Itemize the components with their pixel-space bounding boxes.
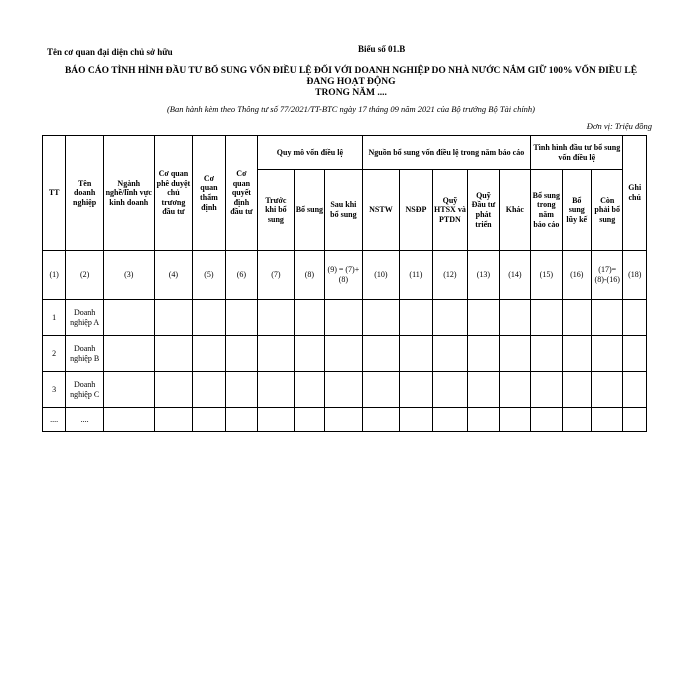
table-cell — [325, 372, 363, 408]
table-cell — [468, 300, 499, 336]
table-cell — [400, 300, 432, 336]
table-cell — [623, 408, 647, 432]
column-number-cell: (11) — [400, 251, 432, 300]
table-cell — [362, 408, 400, 432]
column-number-cell: (18) — [623, 251, 647, 300]
table-cell — [400, 336, 432, 372]
column-number-cell: (9) = (7)+(8) — [325, 251, 363, 300]
enterprise-name: Doanh nghiệp B — [66, 336, 104, 372]
column-number-cell: (14) — [499, 251, 530, 300]
group-source: Nguồn bổ sung vốn điều lệ trong năm báo cáo — [362, 136, 530, 170]
table-cell — [294, 372, 324, 408]
table-cell — [531, 336, 562, 372]
form-number: Biểu số 01.B — [358, 44, 406, 54]
table-cell — [499, 300, 530, 336]
col-added-cum: Bổ sung lũy kế — [562, 170, 591, 251]
table-cell — [258, 336, 295, 372]
table-cell — [225, 336, 257, 372]
column-number-cell: (16) — [562, 251, 591, 300]
table-cell — [531, 300, 562, 336]
row-number: 2 — [43, 336, 66, 372]
table-cell — [294, 336, 324, 372]
column-number-row — [43, 251, 647, 300]
table-row — [43, 300, 647, 336]
table-cell — [193, 300, 225, 336]
table-cell — [362, 372, 400, 408]
col-deciding: Cơ quan quyết định đầu tư — [225, 136, 257, 251]
enterprise-name: Doanh nghiệp A — [66, 300, 104, 336]
col-other: Khác — [499, 170, 530, 251]
column-number-cell: (1) — [43, 251, 66, 300]
col-nstw: NSTW — [362, 170, 400, 251]
table-cell — [258, 372, 295, 408]
table-cell — [193, 372, 225, 408]
enterprise-name: .... — [66, 408, 104, 432]
table-cell — [562, 372, 591, 408]
table-body — [43, 300, 647, 432]
col-nsdp: NSĐP — [400, 170, 432, 251]
col-added-year: Bổ sung trong năm báo cáo — [531, 170, 562, 251]
table-cell — [591, 408, 622, 432]
table-cell — [225, 300, 257, 336]
col-appraising: Cơ quan thẩm định — [193, 136, 225, 251]
report-title-line1: BÁO CÁO TÌNH HÌNH ĐẦU TƯ BỔ SUNG VỐN ĐIỀU LỆ ĐỐI VỚI DOANH NGHIỆP DO NHÀ NƯỚC NẮM GIỮ 100% VỐN ĐIỀU LỆ — [64, 66, 638, 76]
table-cell — [294, 300, 324, 336]
table-row — [43, 408, 647, 432]
table-cell — [193, 408, 225, 432]
group-status: Tình hình đầu tư bổ sung vốn điều lệ — [531, 136, 623, 170]
report-table — [42, 135, 647, 432]
col-dtpt: Quỹ Đầu tư phát triển — [468, 170, 499, 251]
report-subtitle: (Ban hành kèm theo Thông tư số 77/2021/TT-BTC ngày 17 tháng 09 năm 2021 của Bộ trưởng Bộ Tài chính) — [166, 104, 536, 114]
table-cell — [225, 372, 257, 408]
table-cell — [103, 300, 154, 336]
table-cell — [432, 336, 468, 372]
column-number-cell: (3) — [103, 251, 154, 300]
table-cell — [623, 336, 647, 372]
column-number-cell: (5) — [193, 251, 225, 300]
table-cell — [468, 408, 499, 432]
table-cell — [294, 408, 324, 432]
table-cell — [154, 372, 193, 408]
row-number: 3 — [43, 372, 66, 408]
col-tt: TT — [43, 136, 66, 251]
report-title-line3: TRONG NĂM .... — [315, 88, 387, 98]
table-cell — [325, 300, 363, 336]
table-cell — [154, 336, 193, 372]
table-cell — [591, 300, 622, 336]
table-row — [43, 372, 647, 408]
column-number-cell: (12) — [432, 251, 468, 300]
table-cell — [562, 408, 591, 432]
table-cell — [103, 408, 154, 432]
header-row-top — [43, 136, 647, 170]
col-approving: Cơ quan phê duyệt chủ trương đầu tư — [154, 136, 193, 251]
column-number-cell: (6) — [225, 251, 257, 300]
table-cell — [623, 300, 647, 336]
unit-label: Đơn vị: Triệu đồng — [586, 121, 652, 131]
col-before: Trước khi bổ sung — [258, 170, 295, 251]
column-number-cell: (15) — [531, 251, 562, 300]
col-name: Tên doanh nghiệp — [66, 136, 104, 251]
table-cell — [325, 336, 363, 372]
table-cell — [591, 336, 622, 372]
table-cell — [400, 372, 432, 408]
col-remaining: Còn phải bổ sung — [591, 170, 622, 251]
table-cell — [325, 408, 363, 432]
row-number: .... — [43, 408, 66, 432]
table-cell — [154, 300, 193, 336]
column-number-cell: (2) — [66, 251, 104, 300]
agency-label: Tên cơ quan đại diện chủ sở hữu — [47, 47, 173, 57]
table-cell — [432, 372, 468, 408]
table-row — [43, 336, 647, 372]
col-note: Ghi chú — [623, 136, 647, 251]
column-number-cell: (8) — [294, 251, 324, 300]
table-cell — [362, 336, 400, 372]
column-number-cell: (7) — [258, 251, 295, 300]
col-added: Bổ sung — [294, 170, 324, 251]
table-cell — [531, 372, 562, 408]
group-scale: Quy mô vốn điều lệ — [258, 136, 363, 170]
table-cell — [432, 408, 468, 432]
table-cell — [468, 336, 499, 372]
table-cell — [225, 408, 257, 432]
report-title-line2: ĐANG HOẠT ĐỘNG — [306, 77, 396, 87]
table-cell — [499, 336, 530, 372]
table-cell — [623, 372, 647, 408]
table-cell — [499, 372, 530, 408]
table-cell — [562, 300, 591, 336]
column-number-cell: (10) — [362, 251, 400, 300]
table-cell — [400, 408, 432, 432]
table-cell — [362, 300, 400, 336]
table-cell — [258, 300, 295, 336]
table-cell — [591, 372, 622, 408]
table-cell — [103, 336, 154, 372]
column-number-cell: (13) — [468, 251, 499, 300]
table-cell — [154, 408, 193, 432]
table-cell — [432, 300, 468, 336]
col-htsx: Quỹ HTSX và PTDN — [432, 170, 468, 251]
row-number: 1 — [43, 300, 66, 336]
table-cell — [499, 408, 530, 432]
table-cell — [562, 336, 591, 372]
enterprise-name: Doanh nghiệp C — [66, 372, 104, 408]
column-number-cell: (4) — [154, 251, 193, 300]
table-cell — [468, 372, 499, 408]
table-cell — [258, 408, 295, 432]
col-industry: Ngành nghề/lĩnh vực kinh doanh — [103, 136, 154, 251]
table-cell — [531, 408, 562, 432]
column-number-cell: (17)= (8)-(16) — [591, 251, 622, 300]
table-cell — [193, 336, 225, 372]
table-cell — [103, 372, 154, 408]
col-after: Sau khi bổ sung — [325, 170, 363, 251]
